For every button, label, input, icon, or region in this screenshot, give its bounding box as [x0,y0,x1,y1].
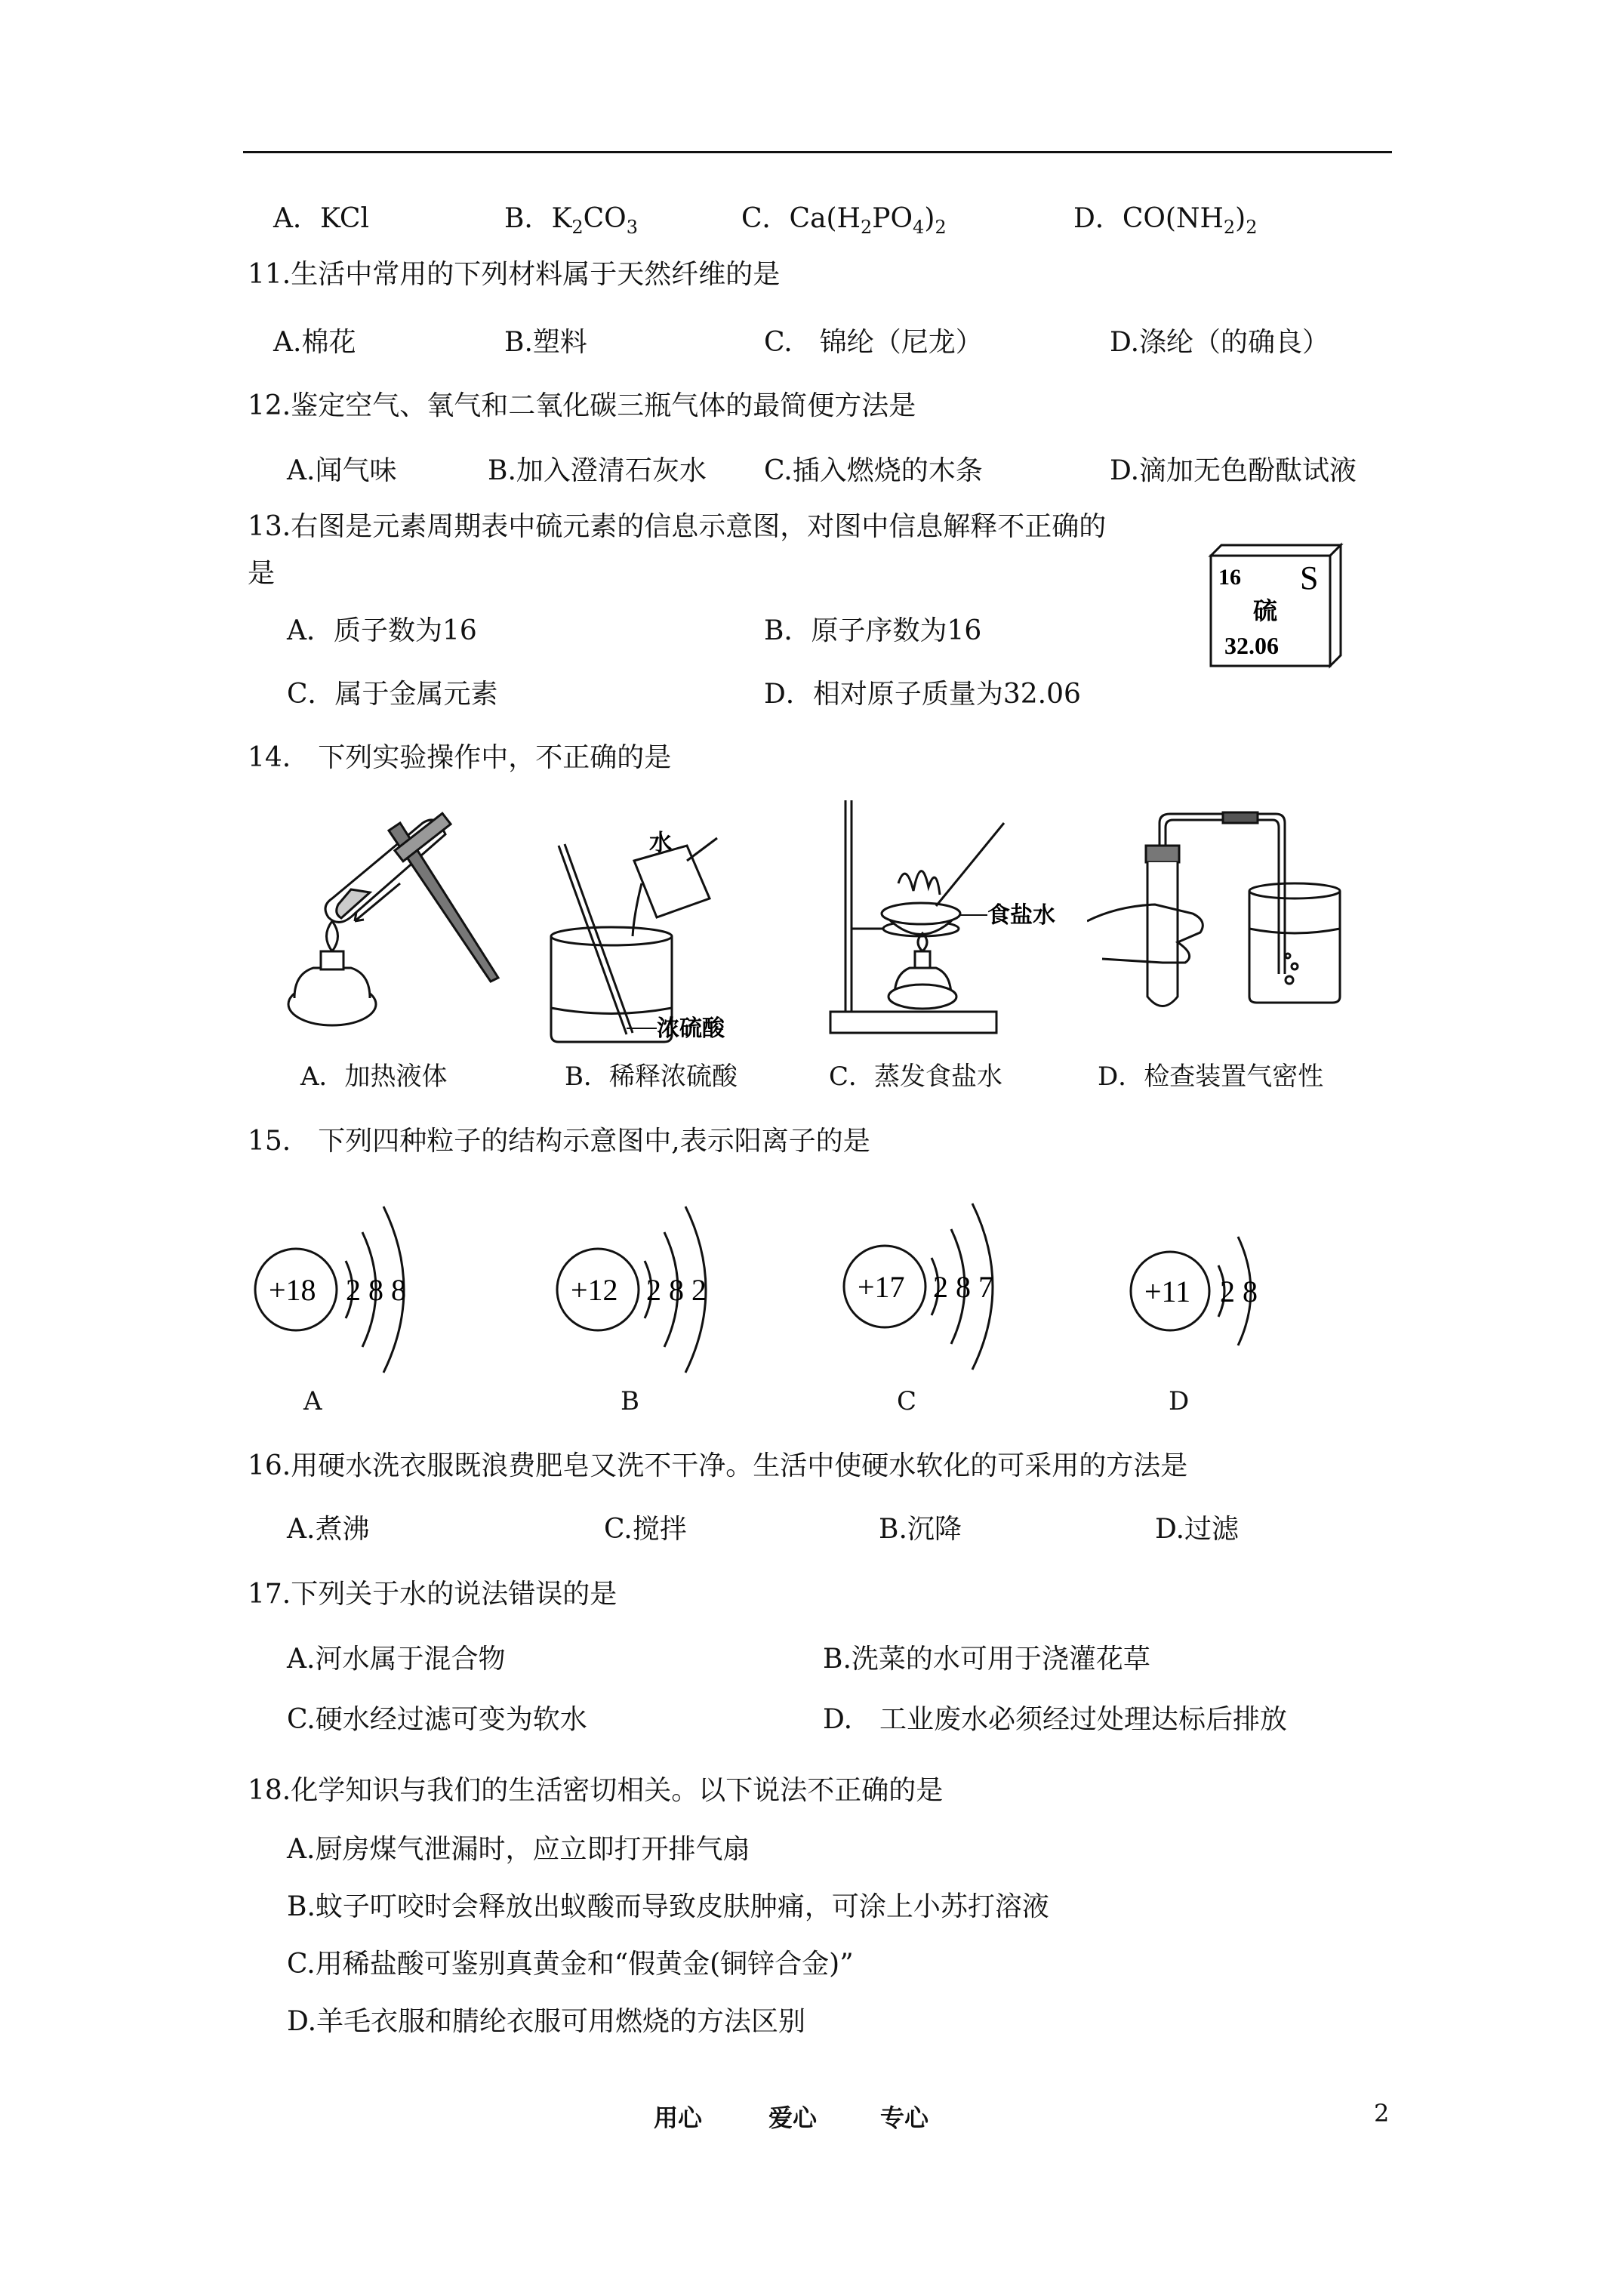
q14-option-d: D．检查装置气密性 [1098,1062,1324,1092]
footer-text-1: 用心 [654,2103,703,2132]
figure-evaporate-salt [815,793,1072,1042]
atom-label-d: D [1169,1386,1190,1416]
q13-stem-cont: 是 [248,558,276,589]
label-water: 水 [649,831,672,856]
q14-option-b: B．稀释浓硫酸 [565,1062,738,1092]
q11-option-d: D.涤纶（的确良） [1110,327,1330,358]
q17-option-b: B.洗菜的水可用于浇灌花草 [823,1644,1150,1675]
element-number: 16 [1218,565,1241,590]
q16-option-a: A.煮沸 [287,1514,370,1545]
atom-label-c: C [897,1386,917,1416]
q10-option-a: A．KCl [273,203,369,234]
atom-label-a: A [303,1386,322,1416]
footer-text-3: 专心 [880,2103,929,2132]
q16-stem: 16.用硬水洗衣服既浪费肥皂又洗不干净。生活中使硬水软化的可采用的方法是 [248,1450,1188,1481]
q17-stem: 17.下列关于水的说法错误的是 [248,1579,617,1610]
q14-option-a: A．加热液体 [300,1062,448,1092]
q17-option-c: C.硬水经过滤可变为软水 [287,1704,587,1735]
q16-option-b: B.沉降 [879,1514,962,1545]
svg-text:+12: +12 [571,1273,618,1307]
q15-stem: 15. 下列四种粒子的结构示意图中,表示阳离子的是 [248,1126,870,1157]
q10-option-c: C．$Ca(H_2PO_4)_2$ [741,203,947,239]
label-salt-water: 食盐水 [987,902,1055,929]
q10-option-b: B．$K_2CO_3$ [504,203,638,239]
q17-option-a: A.河水属于混合物 [287,1644,506,1675]
q12-option-c: C.插入燃烧的木条 [764,455,983,486]
q18-option-b: B.蚊子叮咬时会释放出蚁酸而导致皮肤肿痛，可涂上小苏打溶液 [287,1891,1049,1922]
q16-option-c: C.搅拌 [604,1514,687,1545]
q12-option-a: A.闻气味 [287,455,397,486]
svg-text:+11: +11 [1144,1274,1191,1308]
svg-text:+18: +18 [269,1273,316,1307]
q12-option-d: D.滴加无色酚酞试液 [1110,455,1357,486]
q17-option-d: D. 工业废水必须经过处理达标后排放 [823,1704,1288,1735]
figure-dilute-acid [528,831,755,1049]
element-symbol: S [1300,559,1319,596]
svg-text:2 8: 2 8 [1220,1274,1258,1308]
q12-stem: 12.鉴定空气、氧气和二氧化碳三瓶气体的最简便方法是 [248,390,916,421]
element-mass: 32.06 [1224,632,1279,659]
q18-option-a: A.厨房煤气泄漏时，应立即打开排气扇 [287,1834,750,1865]
svg-text:2 8 7: 2 8 7 [933,1270,993,1304]
svg-text:2 8 2: 2 8 2 [646,1273,707,1307]
atom-label-b: B [621,1386,639,1416]
figure-airtightness [1087,808,1359,1049]
svg-text:+17: +17 [858,1270,905,1304]
atom-diagram-c [838,1185,1034,1382]
q18-option-c: C.用稀盐酸可鉴别真黄金和“假黄金(铜锌合金)” [287,1949,854,1980]
atom-diagram-a [249,1185,445,1382]
footer-text-2: 爱心 [768,2103,818,2132]
q13-stem: 13.右图是元素周期表中硫元素的信息示意图，对图中信息解释不正确的 [248,511,1107,542]
q13-option-a: A．质子数为16 [287,615,477,646]
q16-option-d: D.过滤 [1155,1514,1240,1545]
q13-option-d: D．相对原子质量为32.06 [764,679,1081,710]
q14-stem: 14. 下列实验操作中，不正确的是 [248,742,672,773]
label-concentrated-acid: 浓硫酸 [657,1015,725,1042]
element-name: 硫 [1253,596,1278,625]
atom-diagram-d [1125,1216,1291,1367]
sulfur-element-card [1203,541,1344,670]
q11-stem: 11.生活中常用的下列材料属于天然纤维的是 [248,259,781,290]
q18-option-d: D.羊毛衣服和腈纶衣服可用燃烧的方法区别 [287,2006,806,2037]
q11-option-b: B.塑料 [504,327,587,358]
q12-option-b: B.加入澄清石灰水 [488,455,707,486]
page-number: 2 [1374,2099,1390,2128]
svg-text:2 8 8: 2 8 8 [346,1273,406,1307]
q13-option-b: B．原子序数为16 [764,615,982,646]
q14-option-c: C．蒸发食盐水 [829,1062,1003,1092]
q11-option-c: C. 锦纶（尼龙） [764,327,983,358]
q10-option-d: D．$CO(NH_2)_2$ [1073,203,1258,239]
figure-heating-liquid [279,800,506,1042]
q18-stem: 18.化学知识与我们的生活密切相关。以下说法不正确的是 [248,1775,944,1806]
q13-option-c: C．属于金属元素 [287,679,498,710]
q11-option-a: A.棉花 [273,327,356,358]
atom-diagram-b [551,1185,747,1382]
header-rule [243,151,1392,153]
